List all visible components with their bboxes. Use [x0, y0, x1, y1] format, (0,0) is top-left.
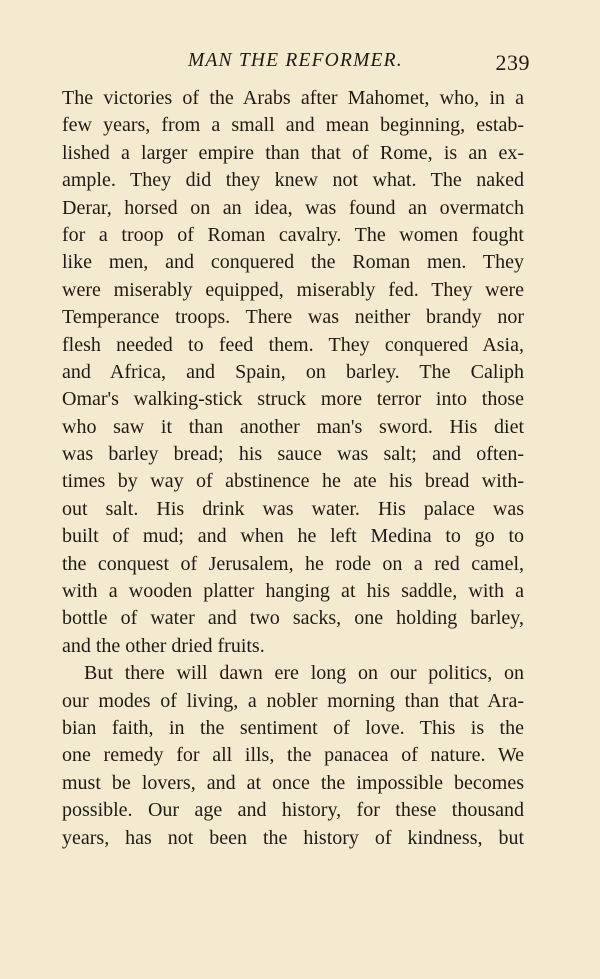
- text-line: Omar's walking-stick struck more terror into those: [62, 388, 524, 411]
- text-line: our modes of living, a nobler morning than that Ara-: [62, 689, 524, 712]
- text-line: one remedy for all ills, the panacea of nature. We: [62, 744, 524, 767]
- text-line: was barley bread; his sauce was salt; and often-: [62, 443, 524, 466]
- page-number: 239: [495, 50, 530, 75]
- text-line: were miserably equipped, miserably fed. They were: [62, 278, 524, 301]
- text-line: But there will dawn ere long on our politics, on: [84, 662, 524, 685]
- text-line: and the other dried fruits.: [62, 634, 265, 657]
- text-line: years, has not been the history of kindness, but: [62, 826, 524, 849]
- text-line: and Africa, and Spain, on barley. The Caliph: [62, 360, 524, 383]
- text-line: must be lovers, and at once the impossible becomes: [62, 771, 524, 794]
- text-line: the conquest of Jerusalem, he rode on a red camel,: [62, 552, 524, 575]
- text-line: who saw it than another man's sword. His diet: [62, 415, 524, 438]
- text-line: built of mud; and when he left Medina to go to: [62, 525, 524, 548]
- text-line: times by way of abstinence he ate his bread with-: [62, 470, 524, 493]
- paragraph-2: [62, 660, 524, 852]
- text-line: like men, and conquered the Roman men. They: [62, 251, 524, 274]
- text-line: bottle of water and two sacks, one holding barley,: [62, 607, 524, 630]
- text-line: ample. They did they knew not what. The naked: [62, 169, 524, 192]
- page-header: [60, 50, 530, 80]
- paragraph-1: [62, 85, 524, 660]
- text-line: few years, from a small and mean beginning, estab-: [62, 114, 524, 137]
- text-line: out salt. His drink was water. His palace was: [62, 497, 524, 520]
- text-line: possible. Our age and history, for these thousand: [62, 799, 524, 822]
- text-line: Derar, horsed on an idea, was found an overmatch: [62, 196, 524, 219]
- text-line: flesh needed to feed them. They conquered Asia,: [62, 333, 524, 356]
- text-line: lished a larger empire than that of Rome, is an ex-: [62, 141, 524, 164]
- body-text: [62, 85, 524, 852]
- text-line: Temperance troops. There was neither brandy nor: [62, 306, 524, 329]
- text-line: bian faith, in the sentiment of love. This is the: [62, 716, 524, 739]
- text-line: with a wooden platter hanging at his saddle, with a: [62, 580, 524, 603]
- text-line: The victories of the Arabs after Mahomet, who, in a: [62, 87, 524, 109]
- text-line: for a troop of Roman cavalry. The women fought: [62, 223, 524, 246]
- running-head: MAN THE REFORMER.: [188, 50, 403, 71]
